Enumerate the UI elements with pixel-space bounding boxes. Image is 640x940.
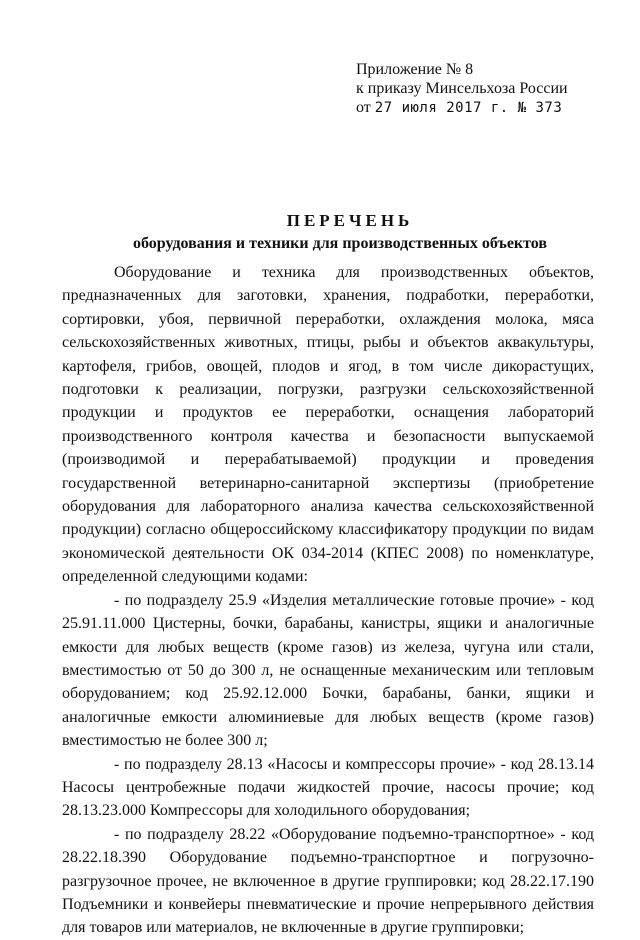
title-subtitle: оборудования и техники для производственных объектов [132, 235, 548, 252]
appendix-date-prefix: от [356, 99, 371, 116]
appendix-header [356, 60, 616, 118]
appendix-number: Приложение № 8 [356, 61, 474, 78]
document-title [60, 210, 620, 255]
appendix-date-line [356, 98, 616, 118]
appendix-order-reference: к приказу Минсельхоза России [356, 80, 568, 97]
paragraph-item-28-13: - по подразделу 28.13 «Насосы и компрессоры прочие» - код 28.13.14 Насосы центробежные подачи жидкостей прочие, насосы прочие; код 28.13.23.000 Компрессоры для холодильного оборудования; [62, 755, 594, 820]
paragraph-item-25-9: - по подразделу 25.9 «Изделия металлические готовые прочие» - код 25.91.11.000 Цистерны, бочки, барабаны, канистры, ящики и аналогичные емкости для любых веществ (кроме газов) из железа, чугуна или стали, вместимостью от 50 до 300 л, не оснащенные механическим или тепловым оборудованием; код 25.92.12.000 Бочки, барабаны, банки, ящики и аналогичные емкости алюминиевые для любых веществ (кроме газов) вместимостью не более 300 л; [62, 591, 594, 750]
paragraph-intro: Оборудование и техника для производственных объектов, предназначенных для заготовки, хранения, подработки, переработки, сортировки, убоя, первичной переработки, охлаждения молока, мяса сельскохозяйственных животных, птицы, рыбы и объектов аквакультуры, картофеля, грибов, овощей, плодов и ягод, в том числе дикорастущих, подготовки к реализации, погрузки, разгрузки сельскохозяйственной продукции и продуктов ее переработки, оснащения лабораторий производственного контроля качества и безопасности выпускаемой (производимой и перерабатываемой) продукции и проведения государственной ветеринарно-санитарной экспертизы (приобретение оборудования для лабораторного анализа качества сельскохозяйственной продукции) согласно общероссийскому классификатору продукции по видам экономической деятельности ОК 034-2014 (КПЕС 2008) по номенклатуре, определенной следующими кодами: [62, 264, 594, 586]
title-main: ПЕРЕЧЕНЬ [286, 211, 414, 230]
paragraph-item-28-22: - по подразделу 28.22 «Оборудование подъемно-транспортное» - код 28.22.18.390 Оборудование подъемно-транспортное и погрузочно-разгрузочное прочее, не включенное в другие группировки; код 28.22.17.190 Подъемники и конвейеры пневматические и прочие непрерывного действия для товаров или материалов, не включенные в другие группировки; [62, 825, 594, 937]
document-body [62, 261, 594, 940]
appendix-date-value: 27 июля 2017 г. № 373 [374, 100, 563, 116]
